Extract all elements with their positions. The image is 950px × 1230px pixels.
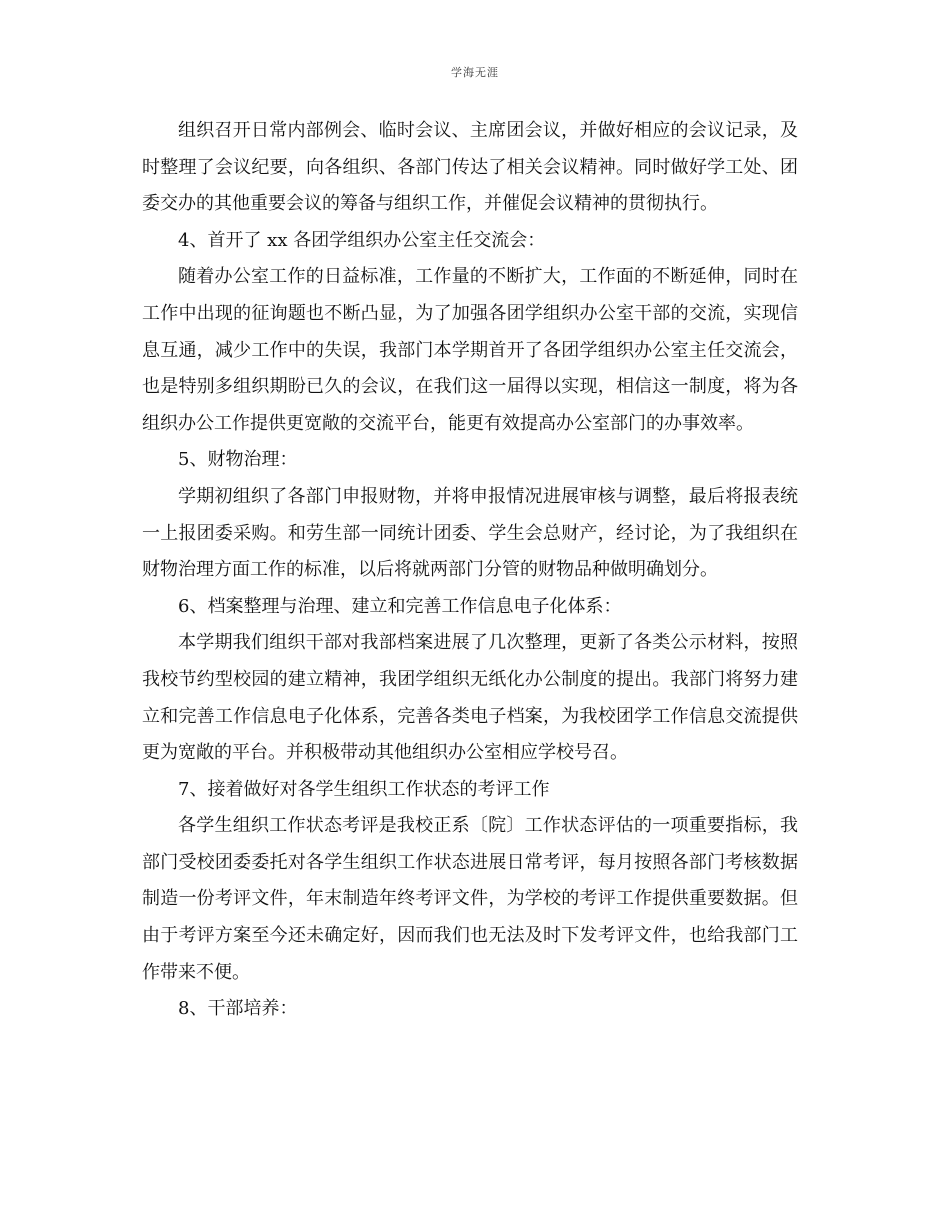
page-header: 学海无涯 bbox=[451, 66, 499, 79]
paragraph-meetings: 组织召开日常内部例会、临时会议、主席团会议，并做好相应的会议记录，及时整理了会议纪要，向各组织、各部门传达了相关会议精神。同时做好学工处、团委交办的其他重要会议的筹备与组织工作，并催促会议精神的贯彻执行。 bbox=[142, 120, 798, 215]
heading-item-4: 4、首开了 xx 各团学组织办公室主任交流会： bbox=[178, 229, 546, 251]
paragraph-item-5: 学期初组织了各部门申报财物，并将申报情况进展审核与调整，最后将报表统一上报团委采购。和劳生部一同统计团委、学生会总财产，经讨论，为了我组织在财物治理方面工作的标准，以后将就两部门分管的财物品种做明确划分。 bbox=[142, 485, 798, 581]
heading-item-8: 8、干部培养： bbox=[178, 998, 298, 1020]
paragraph-item-7: 各学生组织工作状态考评是我校正系〔院〕工作状态评估的一项重要指标，我部门受校团委委托对各学生组织工作状态进展日常考评，每月按照各部门考核数据制造一份考评文件，年末制造年终考评文件，为学校的考评工作提供重要数据。但由于考评方案至今还未确定好，因而我们也无法及时下发考评文件，也给我部门工作带来不便。 bbox=[142, 815, 798, 983]
document-body bbox=[142, 113, 798, 1028]
heading-item-7: 7、接着做好对各学生组织工作状态的考评工作 bbox=[178, 778, 550, 800]
paragraph-item-6: 本学期我们组织干部对我部档案进展了几次整理，更新了各类公示材料，按照我校节约型校园的建立精神，我团学组织无纸化办公制度的提出。我部门将努力建立和完善工作信息电子化体系，完善各类电子档案，为我校团学工作信息交流提供更为宽敞的平台。并积极带动其他组织办公室相应学校号召。 bbox=[142, 632, 798, 764]
paragraph-item-4: 随着办公室工作的日益标准，工作量的不断扩大，工作面的不断延伸，同时在工作中出现的征询题也不断凸显，为了加强各团学组织办公室干部的交流，实现信息互通，减少工作中的失误，我部门本学期首开了各团学组织办公室主任交流会，也是特别多组织期盼已久的会议，在我们这一届得以实现，相信这一制度，将为各组织办公工作提供更宽敞的交流平台，能更有效提高办公室部门的办事效率。 bbox=[142, 266, 798, 434]
heading-item-6: 6、档案整理与治理、建立和完善工作信息电子化体系： bbox=[178, 595, 622, 617]
heading-item-5: 5、财物治理： bbox=[178, 449, 298, 471]
